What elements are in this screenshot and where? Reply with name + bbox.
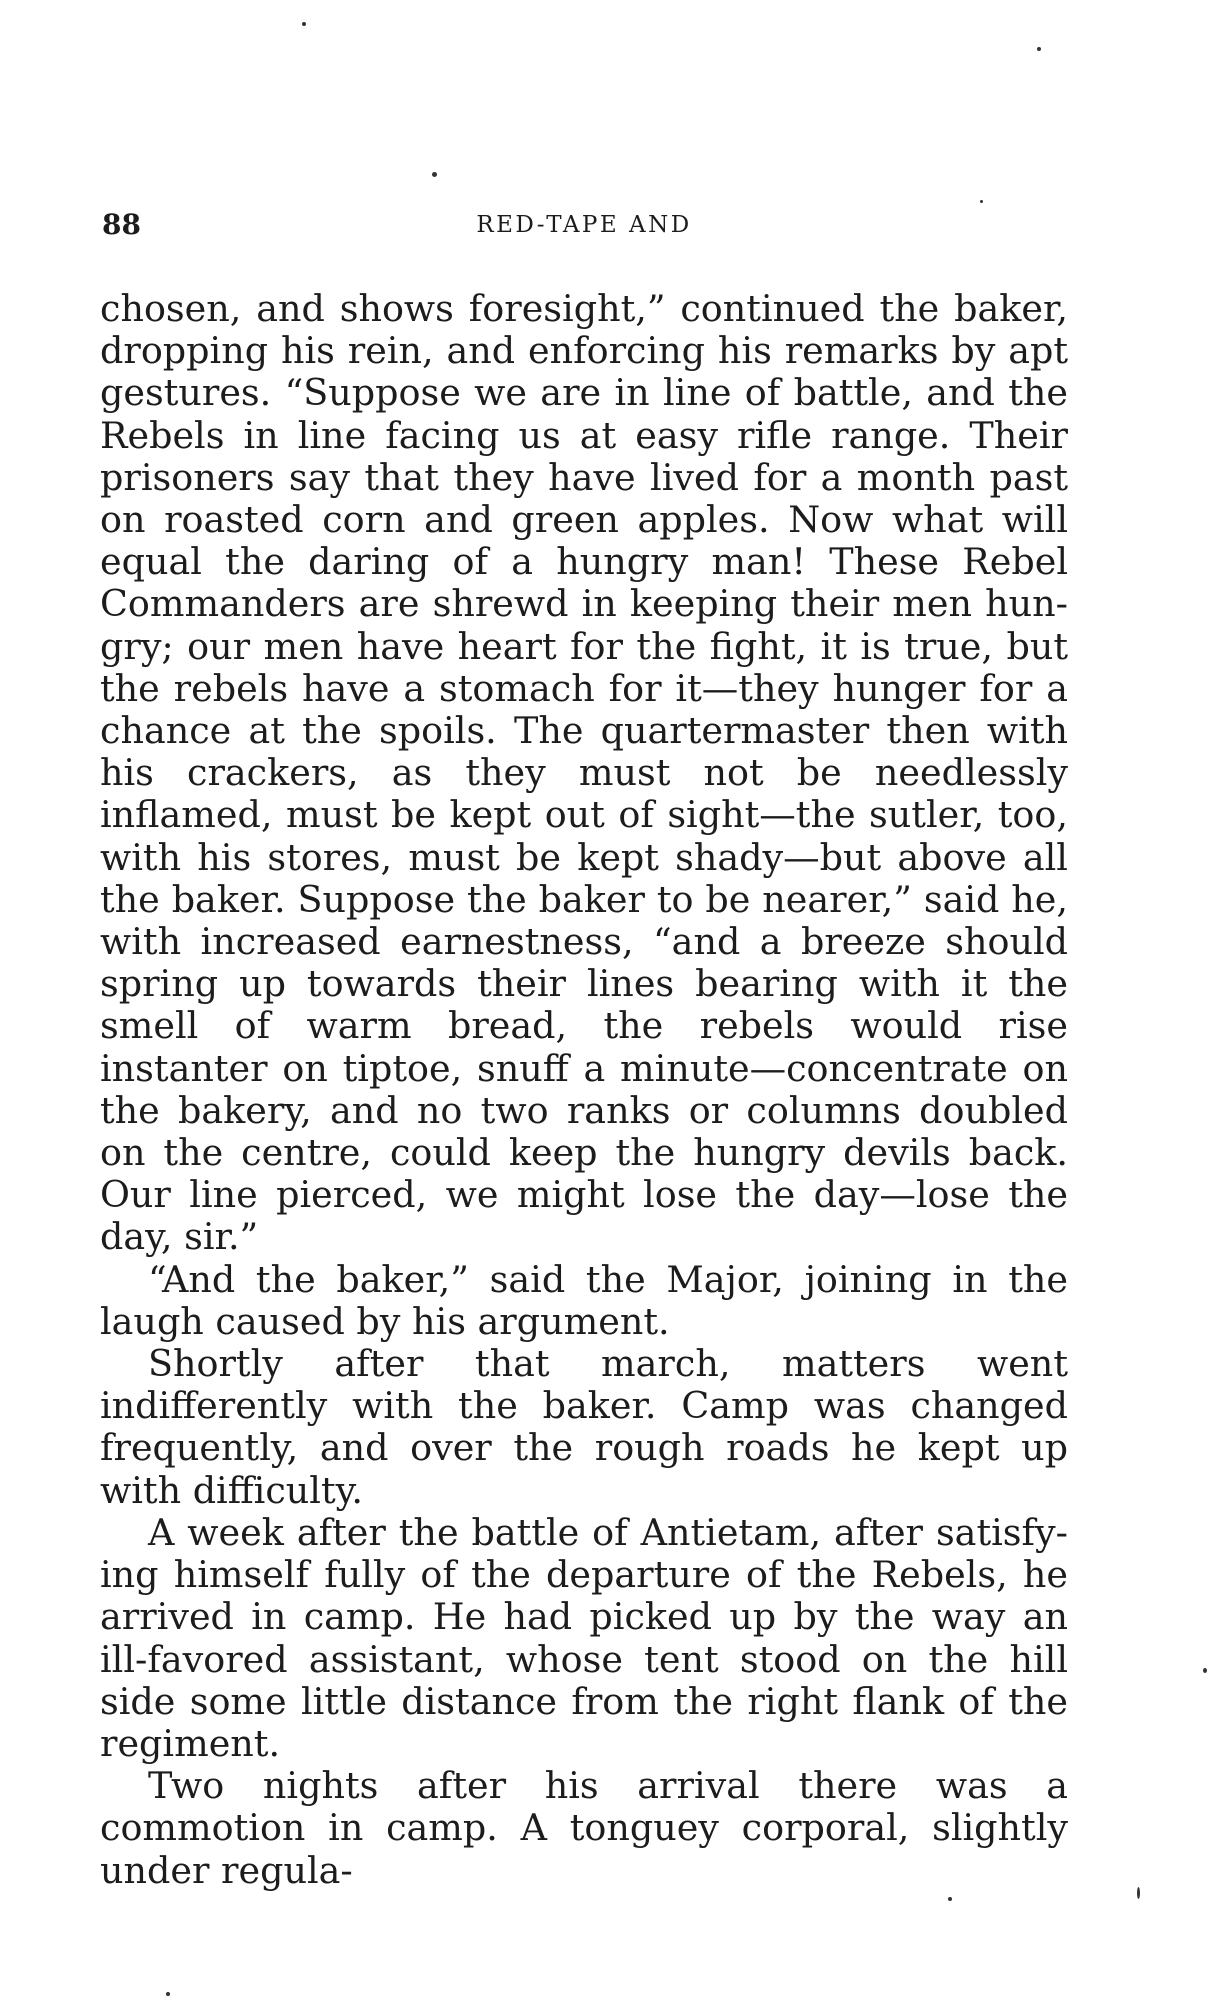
scan-speck — [1203, 1668, 1207, 1673]
scan-speck — [302, 22, 306, 26]
scan-speck — [948, 1897, 952, 1901]
scan-speck — [980, 200, 983, 203]
scan-speck — [432, 172, 437, 177]
paragraph: “And the baker,” said the Major, joining in the laugh caused by his argument. — [100, 1257, 1068, 1343]
page-header — [100, 208, 1068, 248]
scan-speck — [1037, 47, 1041, 51]
paragraph-continued: chosen, and shows foresight,” continued the baker, dropping his rein, and enforcing his remarks by apt gestures. “Suppose we are in line of battle, and the Rebels in line facing us at easy rifle range. Their prisoners say that they have lived for a month past on roasted corn and green apples. Now what will equal the daring of a hungry man! These Rebel Commanders are shrewd in keeping their men hungry; our men have heart for the fight, it is true, but the rebels have a stomach for it—they hunger for a chance at the spoils. The quartermaster then with his crackers, as they must not be needlessly inflamed, must be kept out of sight—the sutler, too, with his stores, must be kept shady—but above all the baker. Suppose the baker to be nearer,” said he, with increased earnestness, “and a breeze should spring up towards their lines bearing with it the smell of warm bread, the rebels would rise instanter on tiptoe, snuff a minute—concentrate on the bakery, and no two ranks or columns doubled on the centre, could keep the hungry devils back. Our line pierced, we might lose the day—lose the day, sir.” — [100, 287, 1068, 1259]
paragraph: A week after the battle of Antietam, after satisfying himself fully of the departure of the Rebels, he arrived in camp. He had picked up by the way an ill-favored assistant, whose tent stood on the hill side some little distance from the right flank of the regiment. — [100, 1510, 1068, 1765]
paragraph: Shortly after that march, matters went indifferently with the baker. Camp was changed frequently, and over the rough roads he kept up with difficulty. — [100, 1342, 1068, 1512]
paragraph: Two nights after his arrival there was a commotion in camp. A tonguey corporal, slightly under regula- — [100, 1764, 1068, 1892]
page-number: 88 — [102, 208, 141, 241]
running-head: RED-TAPE AND — [476, 212, 692, 238]
body-text — [100, 288, 1068, 1892]
scan-speck — [1137, 1887, 1140, 1899]
scan-speck — [166, 1992, 170, 1996]
